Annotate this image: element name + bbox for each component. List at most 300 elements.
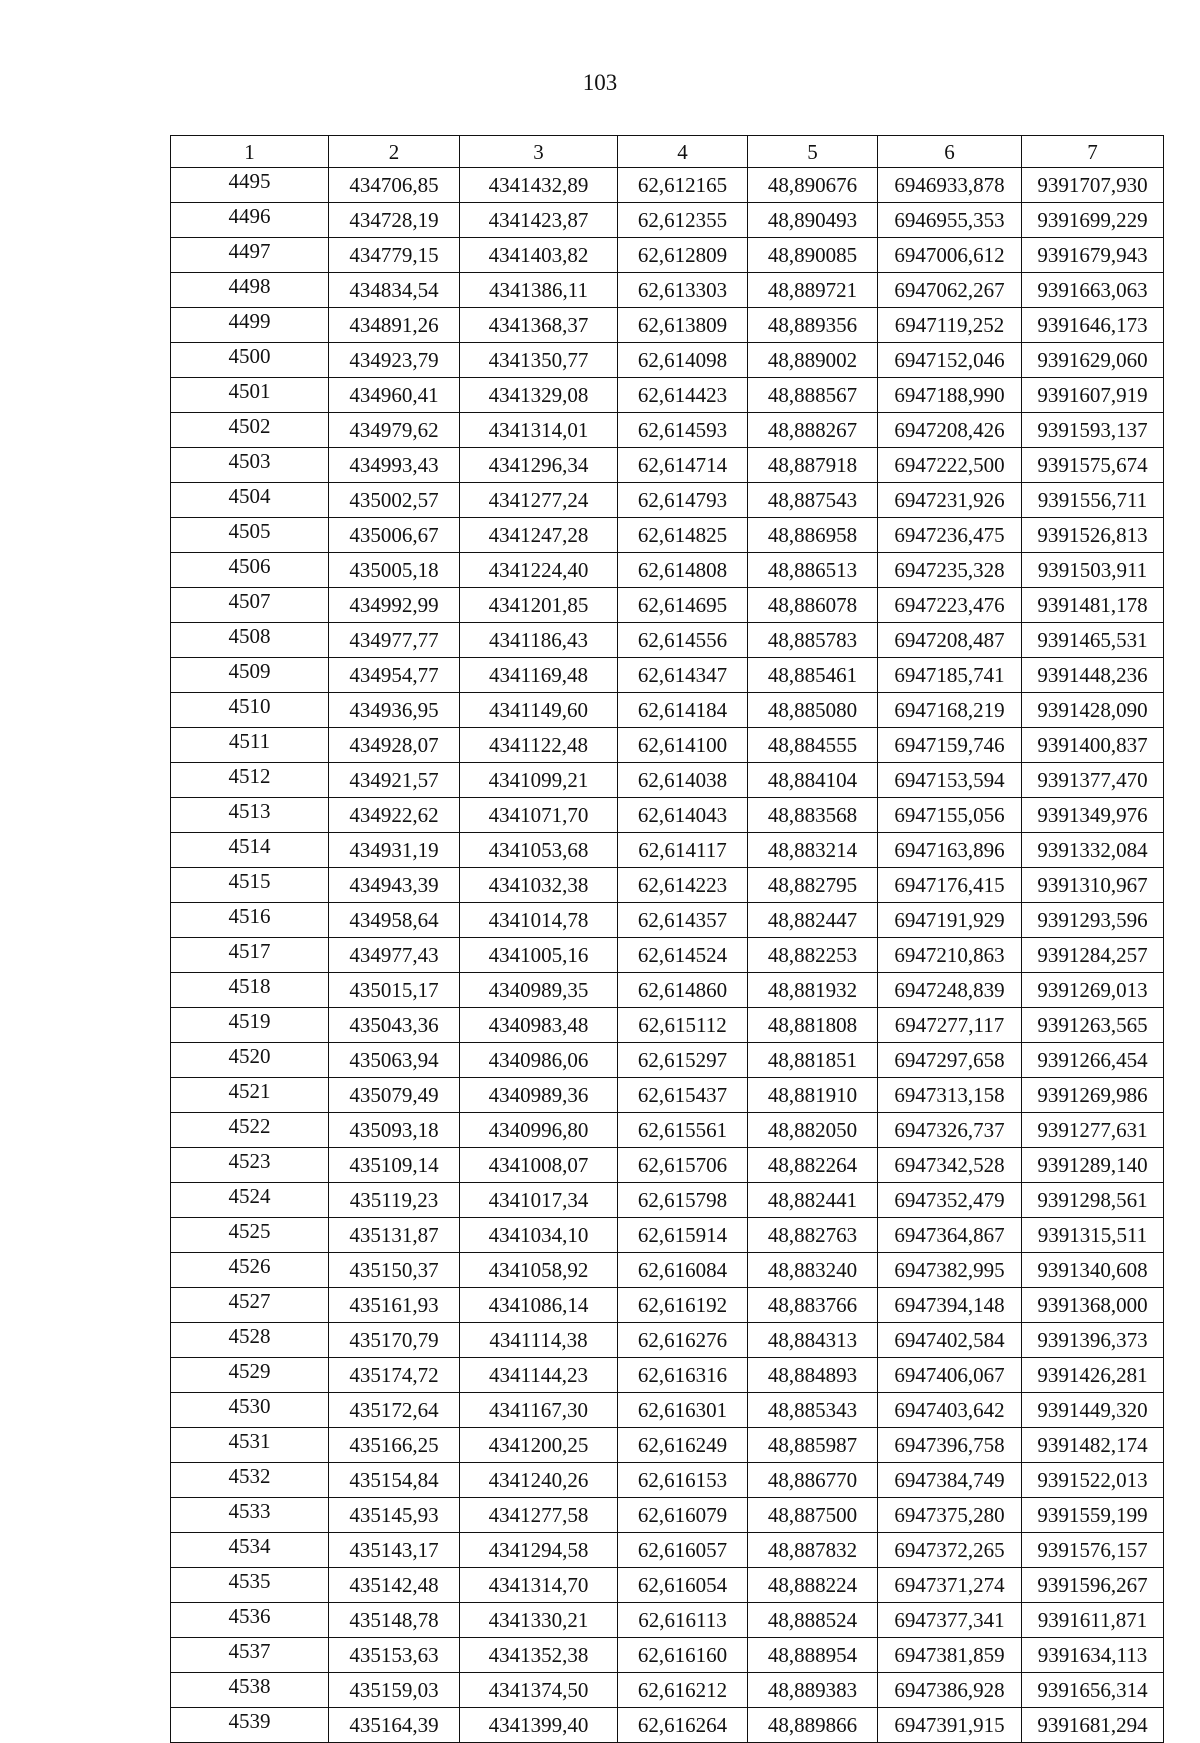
table-cell: 4512 <box>171 763 329 798</box>
table-cell: 6947375,280 <box>878 1498 1022 1533</box>
table-cell: 434954,77 <box>329 658 460 693</box>
table-cell: 4341005,16 <box>460 938 618 973</box>
table-cell: 62,616192 <box>618 1288 748 1323</box>
table-cell: 4341099,21 <box>460 763 618 798</box>
table-cell: 62,612355 <box>618 203 748 238</box>
table-cell: 4530 <box>171 1393 329 1428</box>
table-cell: 48,883766 <box>748 1288 878 1323</box>
table-cell: 48,881910 <box>748 1078 878 1113</box>
coordinates-table <box>170 135 1164 1743</box>
table-cell: 4341201,85 <box>460 588 618 623</box>
table-cell: 4341167,30 <box>460 1393 618 1428</box>
table-cell: 62,613303 <box>618 273 748 308</box>
table-cell: 48,885343 <box>748 1393 878 1428</box>
table-cell: 9391575,674 <box>1022 448 1164 483</box>
table-cell: 48,883240 <box>748 1253 878 1288</box>
table-cell: 6947297,658 <box>878 1043 1022 1078</box>
column-header-1: 1 <box>171 136 329 168</box>
table-cell: 6947119,252 <box>878 308 1022 343</box>
table-cell: 48,882253 <box>748 938 878 973</box>
table-cell: 4499 <box>171 308 329 343</box>
table-cell: 9391293,596 <box>1022 903 1164 938</box>
table-cell: 434958,64 <box>329 903 460 938</box>
table-cell: 4341071,70 <box>460 798 618 833</box>
table-cell: 434922,62 <box>329 798 460 833</box>
table-cell: 6947371,274 <box>878 1568 1022 1603</box>
table-cell: 62,616301 <box>618 1393 748 1428</box>
table-cell: 9391368,000 <box>1022 1288 1164 1323</box>
table-cell: 62,614860 <box>618 973 748 1008</box>
table-cell: 435119,23 <box>329 1183 460 1218</box>
table-cell: 6947384,749 <box>878 1463 1022 1498</box>
table-cell: 4341352,38 <box>460 1638 618 1673</box>
table-row <box>171 448 1164 483</box>
table-cell: 4538 <box>171 1673 329 1708</box>
table-cell: 48,889356 <box>748 308 878 343</box>
table-cell: 9391611,871 <box>1022 1603 1164 1638</box>
table-cell: 9391263,565 <box>1022 1008 1164 1043</box>
table-cell: 4535 <box>171 1568 329 1603</box>
table-cell: 6947342,528 <box>878 1148 1022 1183</box>
table-cell: 6947185,741 <box>878 658 1022 693</box>
table-cell: 434706,85 <box>329 168 460 203</box>
table-cell: 4496 <box>171 203 329 238</box>
table-row <box>171 413 1164 448</box>
table-cell: 62,615112 <box>618 1008 748 1043</box>
table-cell: 62,614423 <box>618 378 748 413</box>
table-cell: 4341330,21 <box>460 1603 618 1638</box>
table-body <box>171 168 1164 1743</box>
table-row <box>171 1603 1164 1638</box>
table-cell: 4341014,78 <box>460 903 618 938</box>
table-cell: 48,890676 <box>748 168 878 203</box>
table-cell: 62,614825 <box>618 518 748 553</box>
table-cell: 62,616079 <box>618 1498 748 1533</box>
table-cell: 6947402,584 <box>878 1323 1022 1358</box>
table-cell: 6947159,746 <box>878 728 1022 763</box>
table-cell: 4340989,36 <box>460 1078 618 1113</box>
table-cell: 6947062,267 <box>878 273 1022 308</box>
table-row <box>171 308 1164 343</box>
table-cell: 4341294,58 <box>460 1533 618 1568</box>
table-cell: 4497 <box>171 238 329 273</box>
table-cell: 62,614808 <box>618 553 748 588</box>
table-cell: 48,885080 <box>748 693 878 728</box>
table-cell: 434921,57 <box>329 763 460 798</box>
table-row <box>171 938 1164 973</box>
table-cell: 6947152,046 <box>878 343 1022 378</box>
table-cell: 435131,87 <box>329 1218 460 1253</box>
table-cell: 6947153,594 <box>878 763 1022 798</box>
table-cell: 6947208,487 <box>878 623 1022 658</box>
table-cell: 435145,93 <box>329 1498 460 1533</box>
table-cell: 6947394,148 <box>878 1288 1022 1323</box>
table-cell: 62,614100 <box>618 728 748 763</box>
page-number: 103 <box>582 70 618 95</box>
table-cell: 435159,03 <box>329 1673 460 1708</box>
table-cell: 9391269,013 <box>1022 973 1164 1008</box>
table-cell: 9391349,976 <box>1022 798 1164 833</box>
table-cell: 435015,17 <box>329 973 460 1008</box>
table-cell: 48,881932 <box>748 973 878 1008</box>
table-row <box>171 343 1164 378</box>
table-cell: 435148,78 <box>329 1603 460 1638</box>
table-cell: 4508 <box>171 623 329 658</box>
table-cell: 48,888567 <box>748 378 878 413</box>
table-cell: 434923,79 <box>329 343 460 378</box>
table-cell: 9391428,090 <box>1022 693 1164 728</box>
table-cell: 434977,77 <box>329 623 460 658</box>
table-cell: 62,616084 <box>618 1253 748 1288</box>
table-cell: 4341432,89 <box>460 168 618 203</box>
table-cell: 4518 <box>171 973 329 1008</box>
table-cell: 6947381,859 <box>878 1638 1022 1673</box>
table-row <box>171 553 1164 588</box>
table-cell: 9391289,140 <box>1022 1148 1164 1183</box>
table-cell: 4341368,37 <box>460 308 618 343</box>
table-cell: 48,885783 <box>748 623 878 658</box>
table-cell: 4523 <box>171 1148 329 1183</box>
table-cell: 434891,26 <box>329 308 460 343</box>
table-cell: 4516 <box>171 903 329 938</box>
table-cell: 6947222,500 <box>878 448 1022 483</box>
table-cell: 4341277,24 <box>460 483 618 518</box>
table-cell: 435150,37 <box>329 1253 460 1288</box>
table-cell: 4529 <box>171 1358 329 1393</box>
table-cell: 48,884555 <box>748 728 878 763</box>
table-cell: 62,614793 <box>618 483 748 518</box>
table-cell: 435166,25 <box>329 1428 460 1463</box>
table-cell: 62,615437 <box>618 1078 748 1113</box>
table-cell: 4526 <box>171 1253 329 1288</box>
table-cell: 435153,63 <box>329 1638 460 1673</box>
table-cell: 435002,57 <box>329 483 460 518</box>
table-cell: 62,614223 <box>618 868 748 903</box>
table-cell: 4507 <box>171 588 329 623</box>
table-cell: 9391646,173 <box>1022 308 1164 343</box>
table-cell: 62,614043 <box>618 798 748 833</box>
table-cell: 434928,07 <box>329 728 460 763</box>
table-cell: 48,889721 <box>748 273 878 308</box>
table-row <box>171 1043 1164 1078</box>
table-cell: 4537 <box>171 1638 329 1673</box>
table-cell: 4539 <box>171 1708 329 1743</box>
table-row <box>171 168 1164 203</box>
table-cell: 9391681,294 <box>1022 1708 1164 1743</box>
table-cell: 62,615914 <box>618 1218 748 1253</box>
table-cell: 48,890493 <box>748 203 878 238</box>
table-cell: 434977,43 <box>329 938 460 973</box>
column-header-7: 7 <box>1022 136 1164 168</box>
table-cell: 6946955,353 <box>878 203 1022 238</box>
table-cell: 4534 <box>171 1533 329 1568</box>
table-cell: 48,881808 <box>748 1008 878 1043</box>
table-cell: 9391663,063 <box>1022 273 1164 308</box>
table-cell: 4341034,10 <box>460 1218 618 1253</box>
table-cell: 48,889383 <box>748 1673 878 1708</box>
table-cell: 4341240,26 <box>460 1463 618 1498</box>
table-cell: 9391298,561 <box>1022 1183 1164 1218</box>
table-cell: 435154,84 <box>329 1463 460 1498</box>
table-row <box>171 1428 1164 1463</box>
table-row <box>171 1358 1164 1393</box>
table-row <box>171 623 1164 658</box>
table-row <box>171 833 1164 868</box>
table-cell: 4511 <box>171 728 329 763</box>
table-cell: 9391699,229 <box>1022 203 1164 238</box>
table-cell: 62,616153 <box>618 1463 748 1498</box>
table-cell: 48,886958 <box>748 518 878 553</box>
table-row <box>171 1253 1164 1288</box>
table-cell: 6947406,067 <box>878 1358 1022 1393</box>
table-cell: 4517 <box>171 938 329 973</box>
table-cell: 9391593,137 <box>1022 413 1164 448</box>
table-cell: 9391503,911 <box>1022 553 1164 588</box>
table-cell: 9391332,084 <box>1022 833 1164 868</box>
table-cell: 435161,93 <box>329 1288 460 1323</box>
table-cell: 48,883214 <box>748 833 878 868</box>
table-cell: 9391526,813 <box>1022 518 1164 553</box>
table-cell: 4506 <box>171 553 329 588</box>
table-row <box>171 1008 1164 1043</box>
table-cell: 48,882050 <box>748 1113 878 1148</box>
table-cell: 434992,99 <box>329 588 460 623</box>
table-cell: 6947191,929 <box>878 903 1022 938</box>
table-cell: 62,616276 <box>618 1323 748 1358</box>
table-cell: 9391277,631 <box>1022 1113 1164 1148</box>
table-cell: 9391679,943 <box>1022 238 1164 273</box>
table-cell: 4498 <box>171 273 329 308</box>
table-cell: 6947382,995 <box>878 1253 1022 1288</box>
table-cell: 62,614347 <box>618 658 748 693</box>
table-cell: 6947176,415 <box>878 868 1022 903</box>
table-row <box>171 693 1164 728</box>
table-cell: 4341200,25 <box>460 1428 618 1463</box>
table-cell: 435174,72 <box>329 1358 460 1393</box>
table-row <box>171 903 1164 938</box>
table-cell: 48,885461 <box>748 658 878 693</box>
table-cell: 9391482,174 <box>1022 1428 1164 1463</box>
table-cell: 435005,18 <box>329 553 460 588</box>
table-row <box>171 1218 1164 1253</box>
table-row <box>171 1393 1164 1428</box>
table-cell: 4341086,14 <box>460 1288 618 1323</box>
table-cell: 6947235,328 <box>878 553 1022 588</box>
table-cell: 62,614098 <box>618 343 748 378</box>
table-cell: 48,889002 <box>748 343 878 378</box>
table-cell: 4341374,50 <box>460 1673 618 1708</box>
table-cell: 62,616113 <box>618 1603 748 1638</box>
table-row <box>171 518 1164 553</box>
table-cell: 4340983,48 <box>460 1008 618 1043</box>
table-cell: 62,616160 <box>618 1638 748 1673</box>
table-cell: 4341032,38 <box>460 868 618 903</box>
table-cell: 9391377,470 <box>1022 763 1164 798</box>
table-cell: 435172,64 <box>329 1393 460 1428</box>
table-cell: 48,887543 <box>748 483 878 518</box>
table-cell: 6947326,737 <box>878 1113 1022 1148</box>
table-cell: 434960,41 <box>329 378 460 413</box>
table-cell: 4341329,08 <box>460 378 618 413</box>
table-cell: 6947006,612 <box>878 238 1022 273</box>
table-cell: 62,616054 <box>618 1568 748 1603</box>
table-cell: 48,887500 <box>748 1498 878 1533</box>
table-cell: 6947248,839 <box>878 973 1022 1008</box>
table-cell: 6946933,878 <box>878 168 1022 203</box>
table-row <box>171 1708 1164 1743</box>
table-cell: 9391449,320 <box>1022 1393 1164 1428</box>
table-cell: 9391556,711 <box>1022 483 1164 518</box>
table-cell: 4340986,06 <box>460 1043 618 1078</box>
table-cell: 6947231,926 <box>878 483 1022 518</box>
table-cell: 62,615561 <box>618 1113 748 1148</box>
table-cell: 62,612809 <box>618 238 748 273</box>
table-cell: 4341058,92 <box>460 1253 618 1288</box>
table-row <box>171 1288 1164 1323</box>
table-row <box>171 1183 1164 1218</box>
table-cell: 9391315,511 <box>1022 1218 1164 1253</box>
table-row <box>171 1463 1164 1498</box>
table-cell: 4341122,48 <box>460 728 618 763</box>
table-cell: 4531 <box>171 1428 329 1463</box>
table-row <box>171 238 1164 273</box>
table-cell: 4515 <box>171 868 329 903</box>
table-cell: 4495 <box>171 168 329 203</box>
column-header-3: 3 <box>460 136 618 168</box>
table-row <box>171 1323 1164 1358</box>
table-cell: 435142,48 <box>329 1568 460 1603</box>
table-cell: 4341386,11 <box>460 273 618 308</box>
table-cell: 9391266,454 <box>1022 1043 1164 1078</box>
table-cell: 62,615297 <box>618 1043 748 1078</box>
table-cell: 4501 <box>171 378 329 413</box>
table-cell: 6947391,915 <box>878 1708 1022 1743</box>
table-cell: 48,882795 <box>748 868 878 903</box>
table-cell: 4341017,34 <box>460 1183 618 1218</box>
table-cell: 4503 <box>171 448 329 483</box>
table-cell: 48,886078 <box>748 588 878 623</box>
table-cell: 4341008,07 <box>460 1148 618 1183</box>
table-cell: 4341314,70 <box>460 1568 618 1603</box>
table-cell: 48,882441 <box>748 1183 878 1218</box>
table-cell: 4341144,23 <box>460 1358 618 1393</box>
table-cell: 6947168,219 <box>878 693 1022 728</box>
table-cell: 435109,14 <box>329 1148 460 1183</box>
table-cell: 435143,17 <box>329 1533 460 1568</box>
table-cell: 4520 <box>171 1043 329 1078</box>
table-cell: 4341114,38 <box>460 1323 618 1358</box>
table-cell: 48,882264 <box>748 1148 878 1183</box>
header-row <box>171 136 1164 168</box>
table-cell: 9391634,113 <box>1022 1638 1164 1673</box>
table-cell: 9391607,919 <box>1022 378 1164 413</box>
table-cell: 6947386,928 <box>878 1673 1022 1708</box>
table-cell: 4341169,48 <box>460 658 618 693</box>
table-cell: 62,616249 <box>618 1428 748 1463</box>
column-header-2: 2 <box>329 136 460 168</box>
table-cell: 62,612165 <box>618 168 748 203</box>
table-cell: 48,889866 <box>748 1708 878 1743</box>
table-cell: 4341053,68 <box>460 833 618 868</box>
table-cell: 434979,62 <box>329 413 460 448</box>
table-cell: 48,886513 <box>748 553 878 588</box>
table-cell: 48,888524 <box>748 1603 878 1638</box>
table-cell: 4527 <box>171 1288 329 1323</box>
table-cell: 434779,15 <box>329 238 460 273</box>
table-cell: 9391340,608 <box>1022 1253 1164 1288</box>
table-cell: 4340989,35 <box>460 973 618 1008</box>
table-cell: 48,888224 <box>748 1568 878 1603</box>
table-cell: 6947163,896 <box>878 833 1022 868</box>
table-cell: 9391656,314 <box>1022 1673 1164 1708</box>
table-row <box>171 588 1164 623</box>
table-cell: 434993,43 <box>329 448 460 483</box>
table-cell: 434834,54 <box>329 273 460 308</box>
table-cell: 4505 <box>171 518 329 553</box>
column-header-5: 5 <box>748 136 878 168</box>
table-row <box>171 1533 1164 1568</box>
table-cell: 6947352,479 <box>878 1183 1022 1218</box>
table-cell: 6947208,426 <box>878 413 1022 448</box>
table-cell: 9391559,199 <box>1022 1498 1164 1533</box>
table-cell: 6947277,117 <box>878 1008 1022 1043</box>
table-cell: 62,614556 <box>618 623 748 658</box>
table-cell: 4524 <box>171 1183 329 1218</box>
table-cell: 62,614357 <box>618 903 748 938</box>
table-cell: 6947188,990 <box>878 378 1022 413</box>
table-cell: 48,883568 <box>748 798 878 833</box>
table-cell: 4341350,77 <box>460 343 618 378</box>
table-cell: 6947403,642 <box>878 1393 1022 1428</box>
table-cell: 4521 <box>171 1078 329 1113</box>
table-cell: 4525 <box>171 1218 329 1253</box>
table-row <box>171 1568 1164 1603</box>
table-cell: 434728,19 <box>329 203 460 238</box>
table-cell: 48,890085 <box>748 238 878 273</box>
table-cell: 62,616212 <box>618 1673 748 1708</box>
table-cell: 9391400,837 <box>1022 728 1164 763</box>
table-cell: 9391707,930 <box>1022 168 1164 203</box>
table-cell: 4341186,43 <box>460 623 618 658</box>
table-cell: 9391310,967 <box>1022 868 1164 903</box>
table-cell: 4532 <box>171 1463 329 1498</box>
table-cell: 4513 <box>171 798 329 833</box>
table-cell: 9391448,236 <box>1022 658 1164 693</box>
table-cell: 4341224,40 <box>460 553 618 588</box>
table-cell: 4341277,58 <box>460 1498 618 1533</box>
table-cell: 4341314,01 <box>460 413 618 448</box>
table-row <box>171 728 1164 763</box>
table-row <box>171 1673 1164 1708</box>
table-cell: 62,614184 <box>618 693 748 728</box>
table-cell: 435079,49 <box>329 1078 460 1113</box>
table-cell: 6947396,758 <box>878 1428 1022 1463</box>
table-cell: 48,881851 <box>748 1043 878 1078</box>
table-cell: 48,887918 <box>748 448 878 483</box>
table-row <box>171 1638 1164 1673</box>
table-row <box>171 203 1164 238</box>
table-row <box>171 798 1164 833</box>
table-cell: 48,884313 <box>748 1323 878 1358</box>
table-cell: 62,615798 <box>618 1183 748 1218</box>
table-row <box>171 273 1164 308</box>
table-cell: 48,884893 <box>748 1358 878 1393</box>
table-cell: 62,614117 <box>618 833 748 868</box>
table-cell: 434936,95 <box>329 693 460 728</box>
table-cell: 9391576,157 <box>1022 1533 1164 1568</box>
table-cell: 62,613809 <box>618 308 748 343</box>
column-header-6: 6 <box>878 136 1022 168</box>
